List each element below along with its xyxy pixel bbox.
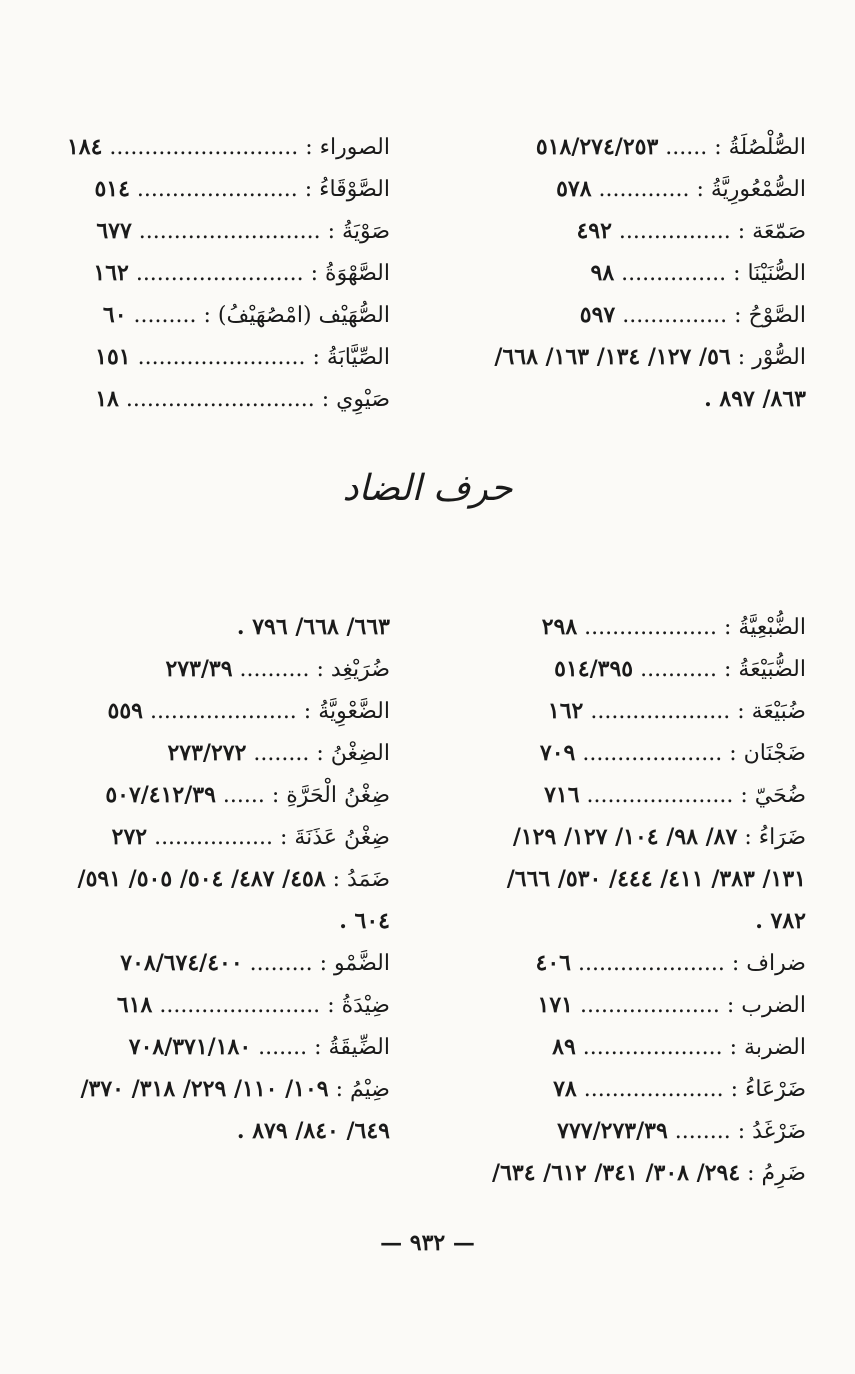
index-entry xyxy=(446,378,806,420)
entry-pages: ١٨٤ xyxy=(66,134,103,160)
entry-term: الصَّهْوَةُ : xyxy=(310,261,390,286)
entry-pages: ٦٧٧ xyxy=(96,218,132,244)
entry-pages: ٥١٤/٣٩٥ xyxy=(554,656,634,682)
entry-term: الضُّبْعِيَّةُ : xyxy=(724,615,806,640)
index-entry xyxy=(30,648,390,690)
entry-pages: ١٣١/ ٣٨٣/ ٤١١/ ٤٤٤/ ٥٣٠/ ٦٦٦/ xyxy=(506,866,806,892)
index-entry xyxy=(446,1152,806,1194)
entry-leader: ........ xyxy=(246,741,317,766)
entry-pages: ٧٠٨/٣٧١/١٨٠ xyxy=(128,1034,252,1060)
entry-term: ضَرْعَاءُ : xyxy=(730,1077,806,1102)
index-entry xyxy=(446,294,806,336)
index-entry xyxy=(30,1110,390,1152)
index-entry xyxy=(30,1026,390,1068)
entry-pages: ١٦٢ xyxy=(93,260,129,286)
entry-leader: .......... xyxy=(232,657,317,682)
entry-leader: .................... xyxy=(572,993,727,1018)
entry-leader: ............... xyxy=(614,261,734,286)
index-entry xyxy=(30,606,390,648)
entry-term: الصِّيَّابَةُ : xyxy=(312,345,390,370)
entry-pages: ٥١٤ xyxy=(94,176,130,202)
entry-pages: ٥١٨/٢٧٤/٢٥٣ xyxy=(535,134,659,160)
index-entry xyxy=(30,1068,390,1110)
entry-term: صَوْيَةُ : xyxy=(327,219,390,244)
entry-pages: ٧٨٢ . xyxy=(755,908,806,934)
entry-term: ضِغْنُ عَذَنَةَ : xyxy=(279,825,390,850)
entry-pages: ١٦٢ xyxy=(547,698,584,724)
entry-pages: ٥٥٩ xyxy=(107,698,143,724)
entry-term: ضُبَيْعَة : xyxy=(737,699,806,724)
index-entry xyxy=(446,126,806,168)
entry-term: الصُّلْصُلَةُ : xyxy=(714,135,806,160)
index-entry xyxy=(30,816,390,858)
entry-term: الصُّنَيْنَا : xyxy=(733,261,806,286)
index-entry xyxy=(446,606,806,648)
entry-term: صَمّعَة : xyxy=(737,219,806,244)
index-entry xyxy=(30,900,390,942)
entry-term: الضِّيقَةُ : xyxy=(314,1035,390,1060)
entry-leader: .................... xyxy=(575,741,730,766)
entry-pages: ٦٦٣/ ٦٦٨/ ٧٩٦ . xyxy=(236,614,390,640)
entry-pages: ١٠٩/ ١١٠/ ٢٢٩/ ٣١٨/ ٣٧٠/ xyxy=(80,1076,329,1102)
entry-pages: ١٧١ xyxy=(537,992,573,1018)
entry-leader: .................... xyxy=(575,1035,730,1060)
bottom-right-column xyxy=(446,606,806,1194)
entry-pages: ٧٠٨/٦٧٤/٤٠٠ xyxy=(120,950,243,976)
entry-leader: ................. xyxy=(147,825,280,850)
entry-term: الصَّوْقَاءُ : xyxy=(304,177,390,202)
entry-pages: ٩٨ xyxy=(590,260,615,286)
index-entry xyxy=(446,1026,806,1068)
entry-pages: ٥٦/ ١٢٧/ ١٣٤/ ١٦٣/ ٦٦٨/ xyxy=(494,344,731,370)
entry-leader: .................... xyxy=(576,1077,731,1102)
entry-pages: ٤٩٢ xyxy=(576,218,612,244)
entry-leader: ........ xyxy=(667,1119,738,1144)
top-right-column xyxy=(446,126,806,420)
entry-term: الصُّمْعُورِيَّةُ : xyxy=(696,177,806,202)
entry-term: صَيْوِي : xyxy=(321,387,390,412)
entry-pages: ٨٩ xyxy=(552,1034,576,1060)
bottom-left-column xyxy=(30,606,390,1152)
entry-leader: ........................ xyxy=(128,261,311,286)
entry-pages: ٧٠٩ xyxy=(539,740,576,766)
entry-term: الضرب : xyxy=(726,993,806,1018)
entry-leader: .......................... xyxy=(131,219,328,244)
entry-leader: ........................... xyxy=(118,387,322,412)
entry-term: ضَرَاءُ : xyxy=(744,825,806,850)
index-entry xyxy=(446,690,806,732)
index-entry xyxy=(446,336,806,378)
entry-term: ضراف : xyxy=(731,951,806,976)
index-entry xyxy=(446,210,806,252)
index-entry xyxy=(30,732,390,774)
entry-pages: ٢٩٨ xyxy=(541,614,578,640)
entry-term: الضُّبَيْعَةُ : xyxy=(724,657,806,682)
entry-term: الصوراء : xyxy=(305,135,390,160)
entry-leader: .................... xyxy=(583,699,738,724)
entry-leader: ............. xyxy=(591,177,697,202)
entry-pages: ٢٧٣/٣٩ xyxy=(165,656,233,682)
entry-pages: ٦١٨ xyxy=(116,992,153,1018)
entry-term: الضربة : xyxy=(729,1035,806,1060)
page-number: — ٩٣٢ — xyxy=(380,1230,475,1256)
index-entry xyxy=(30,774,390,816)
entry-leader: ........................... xyxy=(102,135,306,160)
index-entry xyxy=(30,690,390,732)
entry-pages: ٦٤٩/ ٨٤٠/ ٨٧٩ . xyxy=(236,1118,390,1144)
entry-pages: ٢٩٤/ ٣٠٨/ ٣٤١/ ٦١٢/ ٦٣٤/ xyxy=(492,1160,741,1186)
entry-term: الصَّوْحُ : xyxy=(734,303,806,328)
entry-term: ضَجْنَان : xyxy=(729,741,806,766)
section-heading: حرف الضاد xyxy=(342,468,513,509)
entry-pages: ٧٧٧/٢٧٣/٣٩ xyxy=(557,1118,668,1144)
index-entry xyxy=(30,168,390,210)
entry-term: الضَّمْو : xyxy=(319,951,390,976)
entry-pages: ٥٠٧/٤١٢/٣٩ xyxy=(105,782,216,808)
index-entry xyxy=(446,732,806,774)
entry-pages: ١٨ xyxy=(95,386,119,412)
entry-leader xyxy=(329,1077,336,1102)
entry-leader: ...... xyxy=(658,135,715,160)
entry-term: الصُّهَيْف (امْصُهَيْفُ) : xyxy=(203,303,390,328)
entry-term: ضِغْنُ الْحَرَّةِ : xyxy=(271,783,390,808)
entry-term: الضِغْنُ : xyxy=(316,741,390,766)
entry-leader xyxy=(731,345,738,370)
entry-pages: ٨٧/ ٩٨/ ١٠٤/ ١٢٧/ ١٢٩/ xyxy=(512,824,738,850)
entry-pages: ٧٨ xyxy=(553,1076,577,1102)
entry-leader: ........... xyxy=(633,657,725,682)
entry-leader: ...... xyxy=(215,783,272,808)
index-entry xyxy=(446,252,806,294)
entry-term: ضُحَيّ : xyxy=(740,783,806,808)
index-entry xyxy=(30,378,390,420)
entry-pages: ٥٧٨ xyxy=(556,176,592,202)
entry-term: ضَمَدُ : xyxy=(332,867,390,892)
entry-leader: ....... xyxy=(251,1035,315,1060)
entry-leader: ....................... xyxy=(152,993,328,1018)
index-entry xyxy=(446,984,806,1026)
index-entry xyxy=(446,816,806,858)
top-left-column xyxy=(30,126,390,420)
entry-leader xyxy=(326,867,333,892)
index-entry xyxy=(30,942,390,984)
entry-term: ضَرِمُ : xyxy=(747,1161,806,1186)
entry-pages: ٤٥٨/ ٤٨٧/ ٥٠٤/ ٥٠٥/ ٥٩١/ xyxy=(77,866,326,892)
entry-term: ضِيْدَةُ : xyxy=(327,993,390,1018)
entry-leader: ..................... xyxy=(142,699,304,724)
index-entry xyxy=(446,168,806,210)
entry-term: الضَّعْوِيَّةُ : xyxy=(303,699,390,724)
index-entry xyxy=(30,126,390,168)
entry-pages: ٥٩٧ xyxy=(579,302,616,328)
entry-term: الصُّوْر : xyxy=(737,345,806,370)
index-entry xyxy=(446,858,806,900)
entry-leader: ..................... xyxy=(579,783,741,808)
index-entry xyxy=(446,774,806,816)
entry-pages: ٢٧٢ xyxy=(111,824,148,850)
index-entry xyxy=(30,210,390,252)
entry-leader: ............... xyxy=(615,303,735,328)
index-entry xyxy=(446,1110,806,1152)
index-entry xyxy=(30,336,390,378)
entry-leader: ........................ xyxy=(130,345,313,370)
entry-pages: ٤٠٦ xyxy=(535,950,571,976)
entry-leader: ................... xyxy=(577,615,725,640)
index-entry xyxy=(30,984,390,1026)
index-entry xyxy=(446,900,806,942)
entry-leader: ....................... xyxy=(129,177,305,202)
entry-pages: ٢٧٣/٢٧٢ xyxy=(167,740,247,766)
index-entry xyxy=(30,294,390,336)
entry-leader: ......... xyxy=(126,303,204,328)
index-entry xyxy=(30,252,390,294)
index-entry xyxy=(446,648,806,690)
entry-pages: ١٥١ xyxy=(95,344,131,370)
entry-term: ضُرَيْغِد : xyxy=(316,657,390,682)
entry-pages: ٨٦٣/ ٨٩٧ . xyxy=(704,386,806,412)
index-entry xyxy=(446,942,806,984)
entry-leader: ......... xyxy=(242,951,320,976)
entry-pages: ٧١٦ xyxy=(544,782,580,808)
entry-leader: ................ xyxy=(611,219,738,244)
entry-term: ضَرْغَدُ : xyxy=(737,1119,806,1144)
index-entry xyxy=(30,858,390,900)
entry-pages: ٦٠٤ . xyxy=(339,908,390,934)
index-entry xyxy=(446,1068,806,1110)
entry-term: ضِيْمُ : xyxy=(335,1077,390,1102)
entry-leader: ..................... xyxy=(571,951,732,976)
entry-pages: ٦٠ xyxy=(102,302,127,328)
